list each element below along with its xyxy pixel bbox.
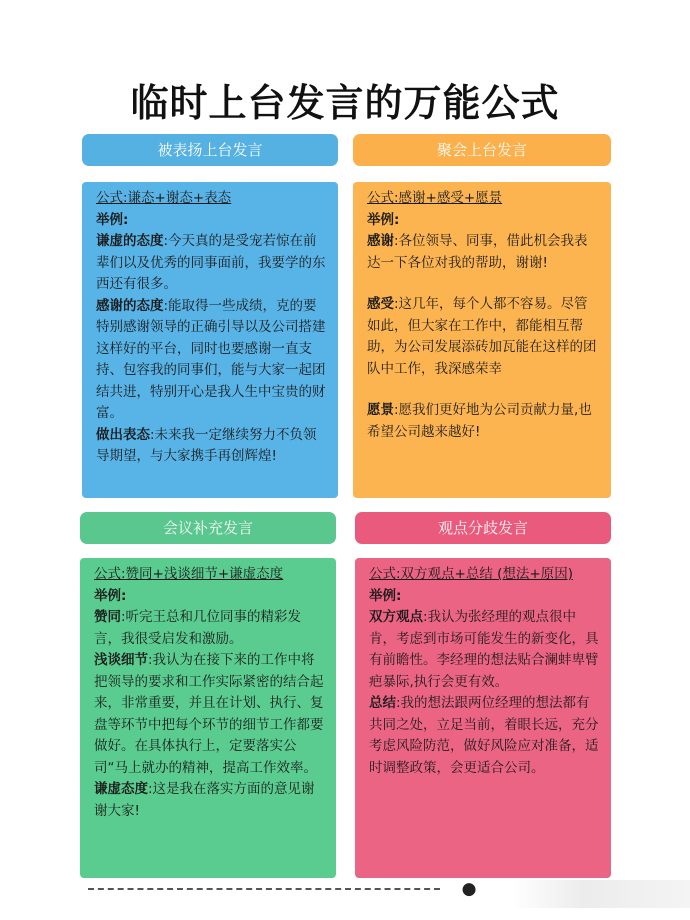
item-text: :这是我在落实方面的意见谢谢大家! [94, 781, 315, 819]
list-item [367, 294, 601, 380]
item-term: 做出表态 [96, 426, 150, 443]
item-text: :我的想法跟两位经理的想法都有共同之处，立足当前，着眼长远，充分考虑风险防范，做好风险应对准备，适时调整政策，会更适合公司。 [369, 695, 599, 776]
item-term: 谦虚态度 [94, 781, 148, 797]
example-label: 举例: [94, 587, 127, 604]
section-header-disagreement: 观点分歧发言 [355, 512, 611, 544]
item-term: 赞同 [94, 609, 121, 625]
section-header-praise: 被表扬上台发言 [82, 134, 338, 166]
list-item [94, 607, 326, 650]
formula-text: 公式:谦态+谢态+表态 [96, 190, 232, 206]
item-text: :今天真的是受宠若惊在前辈们以及优秀的同事面前，我要学的东西还有很多。 [96, 233, 326, 292]
list-item [96, 425, 328, 468]
list-item [96, 231, 328, 296]
section-header-party: 聚会上台发言 [353, 134, 611, 166]
item-term: 感谢 [367, 233, 394, 249]
section-card-disagreement [355, 558, 611, 878]
item-term: 浅谈细节 [94, 652, 148, 668]
item-text: :未来我一定继续努力不负领导期望，与大家携手再创辉煌! [96, 426, 317, 464]
list-item [94, 650, 326, 779]
section-card-praise [82, 182, 338, 498]
item-term: 谦虚的态度 [96, 233, 164, 249]
dashed-divider [88, 888, 440, 890]
example-label: 举例: [369, 587, 402, 604]
list-item [367, 231, 601, 274]
bottom-fade-overlay [512, 880, 690, 908]
list-item [96, 296, 328, 425]
item-term: 感谢的态度 [96, 297, 164, 314]
formula-text: 公式:赞同+浅谈细节+谦虚态度 [94, 566, 284, 582]
item-term: 感受 [367, 296, 394, 312]
item-text: :各位领导、同事，借此机会我表达一下各位对我的帮助，谢谢! [367, 233, 588, 271]
item-term: 愿景 [367, 402, 394, 418]
page-title: 临时上台发言的万能公式 [130, 81, 560, 125]
item-term: 总结 [369, 695, 396, 711]
list-item [94, 779, 326, 822]
section-header-meeting: 会议补充发言 [80, 512, 336, 544]
list-item [369, 607, 601, 693]
lightbulb-icon: ● [461, 879, 477, 899]
example-label: 举例: [367, 211, 400, 228]
list-item [369, 693, 601, 779]
section-card-meeting [80, 558, 336, 878]
formula-text: 公式:双方观点+总结 (想法+原因) [369, 566, 573, 582]
item-text: :能取得一些成绩，克的要特别感谢领导的正确引导以及公司搭建这样好的平台，同时也要感谢一直支持、包容我的同事们，能与大家一起团结共进，特别开心是我人生中宝贵的财富。 [96, 297, 326, 421]
example-label: 举例: [96, 211, 129, 228]
list-item [367, 400, 601, 443]
section-card-party [353, 182, 611, 498]
formula-text: 公式:感谢+感受+愿景 [367, 190, 503, 206]
item-text: :听完王总和几位同事的精彩发言，我很受启发和激励。 [94, 609, 302, 647]
item-text: :我认为在接下来的工作中将把领导的要求和工作实际紧密的结合起来，非常重要，并且在计划、执行、复盘等环节中把每个环节的细节工作都要做好。在具体执行上，定要落实公司“马上就办的精神，提高工作效率。 [94, 652, 324, 776]
item-text: :这几年，每个人都不容易。尽管如此，但大家在工作中，都能相互帮助，为公司发展添砖加瓦能在这样的团队中工作，我深感荣幸 [367, 296, 597, 377]
item-text: :我认为张经理的观点很中肯，考虑到市场可能发生的新变化，具有前瞻性。李经理的想法贴合澜蚌卑臂疤暴际,执行会更有效。 [369, 609, 599, 690]
item-term: 双方观点 [369, 609, 423, 625]
item-text: :愿我们更好地为公司贡献力量,也希望公司越来越好! [367, 402, 592, 440]
